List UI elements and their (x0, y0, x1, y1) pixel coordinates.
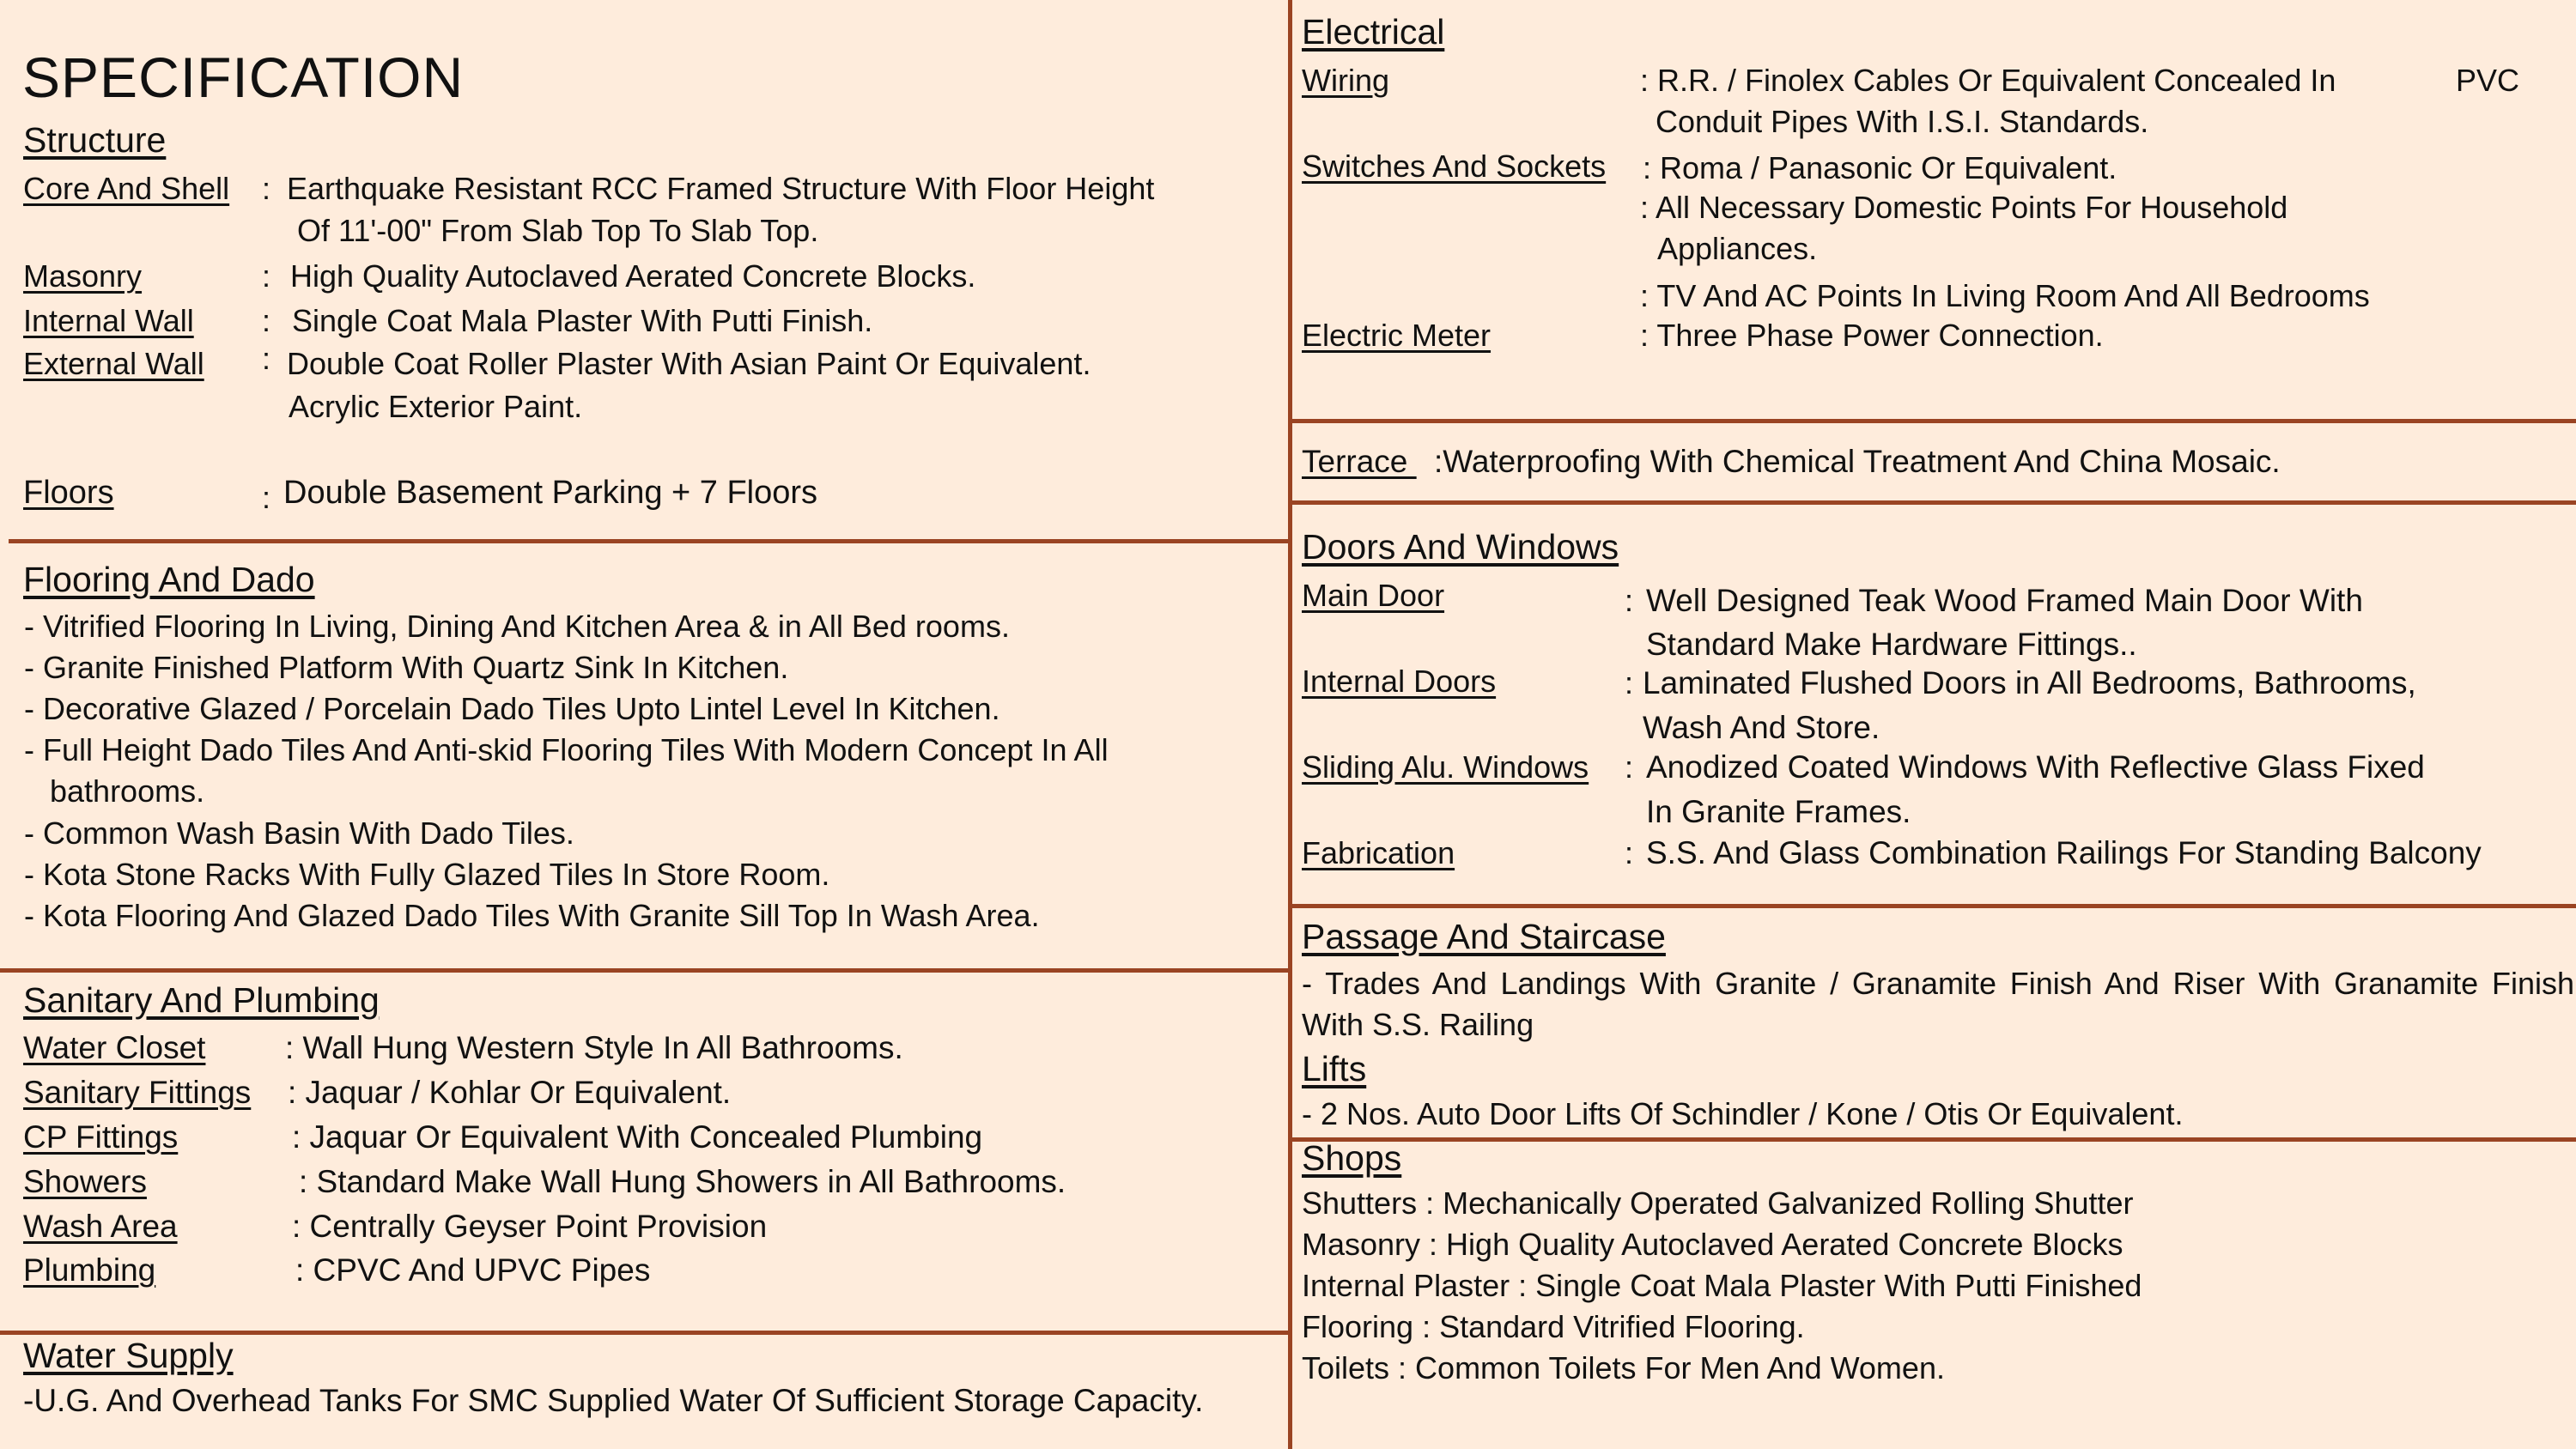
spec-value-showers: : Standard Make Wall Hung Showers in All Bathrooms. (299, 1164, 1066, 1199)
spec-label-external-wall: External Wall (23, 346, 204, 381)
section-heading-doors-windows: Doors And Windows (1302, 527, 1619, 567)
spec-value-electric-meter: : Three Phase Power Connection. (1640, 318, 2104, 353)
list-item: Flooring : Standard Vitrified Flooring. (1302, 1309, 1805, 1344)
spec-label-internal-wall: Internal Wall (23, 303, 194, 338)
divider-sanitary (0, 1331, 1288, 1335)
list-item: - Common Wash Basin With Dado Tiles. (24, 815, 574, 851)
divider-electrical (1288, 419, 2576, 423)
spec-value-main-door-line2: Standard Make Hardware Fittings.. (1646, 627, 2137, 662)
spec-value-wiring-line2: Conduit Pipes With I.S.I. Standards. (1656, 104, 2149, 139)
lifts-text: - 2 Nos. Auto Door Lifts Of Schindler / Kone / Otis Or Equivalent. (1302, 1096, 2184, 1131)
list-item: - Full Height Dado Tiles And Anti-skid Flooring Tiles With Modern Concept In All (24, 732, 1109, 767)
list-item: - Kota Stone Racks With Fully Glazed Tiles In Store Room. (24, 857, 830, 892)
spec-value-water-closet: : Wall Hung Western Style In All Bathrooms. (285, 1030, 903, 1065)
spec-label-water-closet: Water Closet (23, 1030, 206, 1065)
list-item: Shutters : Mechanically Operated Galvanized Rolling Shutter (1302, 1185, 2134, 1221)
water-supply-text: -U.G. And Overhead Tanks For SMC Supplied Water Of Sufficient Storage Capacity. (23, 1383, 1204, 1418)
spec-value-external-wall-line1: Double Coat Roller Plaster With Asian Paint Or Equivalent. (287, 346, 1091, 381)
list-item: Internal Plaster : Single Coat Mala Plaster With Putti Finished (1302, 1268, 2142, 1303)
spec-separator: : (1625, 749, 1634, 785)
spec-label-floors: Floors (23, 475, 114, 511)
list-item: Toilets : Common Toilets For Men And Women. (1302, 1350, 1945, 1385)
spec-separator: : (1625, 583, 1634, 618)
spec-label-core-and-shell: Core And Shell (23, 171, 230, 206)
section-heading-electrical: Electrical (1302, 12, 1445, 52)
spec-value-main-door-line1: Well Designed Teak Wood Framed Main Door With (1646, 583, 2363, 618)
section-heading-structure: Structure (23, 120, 167, 160)
divider-flooring (0, 968, 1288, 973)
divider-terrace (1288, 500, 2576, 505)
spec-label-plumbing: Plumbing (23, 1252, 156, 1288)
spec-value-switches-line4: : TV And AC Points In Living Room And All Bedrooms (1640, 278, 2370, 313)
spec-label-switches-and-sockets: Switches And Sockets (1302, 149, 1607, 184)
spec-value-internal-doors-line2: Wash And Store. (1643, 710, 1880, 745)
section-heading-shops: Shops (1302, 1138, 1402, 1178)
spec-separator: : (262, 171, 271, 206)
spec-separator: : (262, 341, 271, 376)
divider-doors (1288, 904, 2576, 908)
spec-value-core-and-shell-line1: Earthquake Resistant RCC Framed Structure With Floor Height (287, 171, 1155, 206)
list-item: - Granite Finished Platform With Quartz Sink In Kitchen. (24, 650, 789, 685)
spec-value-switches-line1: : Roma / Panasonic Or Equivalent. (1643, 150, 2117, 185)
spec-value-terrace: :Waterproofing With Chemical Treatment And China Mosaic. (1434, 444, 2281, 479)
spec-value-internal-doors-line1: Laminated Flushed Doors in All Bedrooms, Bathrooms, (1643, 665, 2416, 700)
spec-label-internal-doors: Internal Doors (1302, 664, 1497, 699)
section-heading-water-supply: Water Supply (23, 1336, 234, 1375)
spec-label-wiring: Wiring (1302, 63, 1390, 98)
spec-value-plumbing: : CPVC And UPVC Pipes (295, 1252, 651, 1288)
spec-label-showers: Showers (23, 1164, 147, 1199)
spec-label-cp-fittings: CP Fittings (23, 1119, 179, 1155)
spec-value-wash-area: : Centrally Geyser Point Provision (292, 1209, 768, 1244)
spec-label-electric-meter: Electric Meter (1302, 318, 1492, 353)
spec-label-main-door: Main Door (1302, 578, 1445, 613)
section-heading-flooring: Flooring And Dado (23, 560, 315, 599)
page-title: SPECIFICATION (22, 45, 465, 109)
spec-separator: : (262, 303, 271, 338)
center-divider (1288, 0, 1292, 1449)
spec-value-masonry: High Quality Autoclaved Aerated Concrete Blocks. (290, 258, 976, 294)
list-item-continuation: bathrooms. (50, 773, 205, 809)
list-item: - Kota Flooring And Glazed Dado Tiles With Granite Sill Top In Wash Area. (24, 898, 1040, 933)
spec-value-switches-line3: Appliances. (1657, 231, 1818, 266)
spec-label-fabrication: Fabrication (1302, 835, 1455, 870)
spec-value-wiring-line1-tail: PVC (2456, 63, 2520, 98)
spec-separator: : (1625, 835, 1634, 870)
spec-value-floors: Double Basement Parking + 7 Floors (283, 475, 818, 511)
spec-separator: : (262, 258, 271, 294)
spec-value-fabrication: S.S. And Glass Combination Railings For Standing Balcony (1646, 835, 2482, 870)
spec-value-sliding-windows-line2: In Granite Frames. (1646, 794, 1911, 829)
section-heading-sanitary: Sanitary And Plumbing (23, 980, 380, 1020)
spec-value-wiring-line1: : R.R. / Finolex Cables Or Equivalent Concealed In (1640, 63, 2336, 98)
passage-text: - Trades And Landings With Granite / Granamite Finish And Riser With Granamite Finish With S.S. Railing (1302, 966, 2574, 1042)
spec-label-wash-area: Wash Area (23, 1209, 178, 1244)
spec-label-sliding-windows: Sliding Alu. Windows (1302, 749, 1589, 785)
divider-lifts (1288, 1137, 2576, 1142)
spec-value-internal-wall: Single Coat Mala Plaster With Putti Finish. (292, 303, 873, 338)
spec-value-sanitary-fittings: : Jaquar / Kohlar Or Equivalent. (288, 1075, 732, 1110)
spec-label-masonry: Masonry (23, 258, 143, 294)
spec-label-terrace: Terrace (1302, 444, 1417, 479)
divider-structure (9, 539, 1288, 543)
list-item: - Vitrified Flooring In Living, Dining And Kitchen Area & in All Bed rooms. (24, 609, 1010, 644)
spec-value-core-and-shell-line2: Of 11'-00" From Slab Top To Slab Top. (297, 213, 819, 248)
spec-value-external-wall-line2: Acrylic Exterior Paint. (289, 389, 583, 424)
list-item: - Decorative Glazed / Porcelain Dado Tiles Upto Lintel Level In Kitchen. (24, 691, 1000, 726)
spec-value-switches-line2: : All Necessary Domestic Points For Household (1640, 190, 2288, 225)
section-heading-passage: Passage And Staircase (1302, 917, 1666, 956)
spec-separator: : (262, 480, 271, 515)
section-heading-lifts: Lifts (1302, 1049, 1367, 1088)
spec-value-cp-fittings: : Jaquar Or Equivalent With Concealed Plumbing (292, 1119, 983, 1155)
spec-separator: : (1625, 665, 1634, 700)
list-item: Masonry : High Quality Autoclaved Aerated Concrete Blocks (1302, 1227, 2123, 1262)
spec-label-sanitary-fittings: Sanitary Fittings (23, 1075, 252, 1110)
spec-value-sliding-windows-line1: Anodized Coated Windows With Reflective Glass Fixed (1646, 749, 2425, 785)
